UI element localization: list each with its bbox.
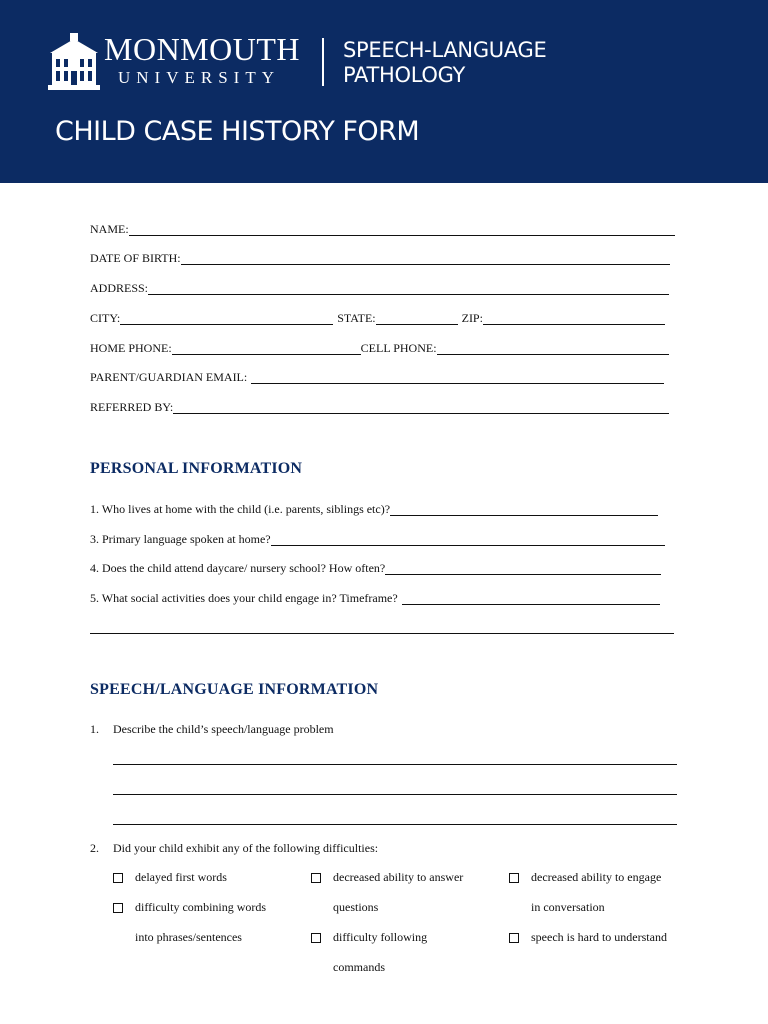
dob-field[interactable] xyxy=(90,251,670,265)
speech-q1-number: 1. xyxy=(90,722,99,736)
cell-phone-label: CELL PHONE: xyxy=(360,341,437,355)
university-building-icon xyxy=(46,33,102,91)
option-answer-questions-1: decreased ability to answer xyxy=(333,870,464,884)
personal-q1-line[interactable] xyxy=(390,504,658,516)
city-state-zip-field[interactable] xyxy=(90,311,665,325)
checkbox-hard-to-understand[interactable] xyxy=(509,933,519,943)
email-line[interactable] xyxy=(251,372,664,384)
speech-q1-line-3[interactable] xyxy=(113,824,677,825)
checkbox-delayed-words[interactable] xyxy=(113,873,123,883)
email-label: PARENT/GUARDIAN EMAIL: xyxy=(90,370,248,384)
checkbox-following-commands[interactable] xyxy=(311,933,321,943)
city-label: CITY: xyxy=(90,311,121,325)
speech-q2-text: Did your child exhibit any of the following difficulties: xyxy=(113,841,379,855)
state-line[interactable] xyxy=(376,313,458,325)
form-title: CHILD CASE HISTORY FORM xyxy=(55,116,420,147)
option-hard-to-understand: speech is hard to understand xyxy=(531,930,667,944)
address-label: ADDRESS: xyxy=(90,281,149,295)
speech-q1-line-2[interactable] xyxy=(113,794,677,795)
personal-q4-label: 4. Does the child attend daycare/ nursery school? How often? xyxy=(90,561,386,575)
checkbox-combining-words[interactable] xyxy=(113,903,123,913)
email-field[interactable] xyxy=(90,370,664,384)
speech-q1-text: Describe the child’s speech/language problem xyxy=(113,722,334,736)
header-divider xyxy=(322,38,324,86)
option-delayed-words: delayed first words xyxy=(135,870,227,884)
personal-q3-label: 3. Primary language spoken at home? xyxy=(90,532,271,546)
speech-info-title: SPEECH/LANGUAGE INFORMATION xyxy=(90,681,379,698)
university-name: MONMOUTH xyxy=(104,31,300,67)
dob-label: DATE OF BIRTH: xyxy=(90,251,181,265)
checkbox-engage-conversation[interactable] xyxy=(509,873,519,883)
personal-q3[interactable] xyxy=(90,532,665,546)
personal-q5-label: 5. What social activities does your child engage in? Timeframe? xyxy=(90,591,398,605)
option-following-commands-1: difficulty following xyxy=(333,930,428,944)
dob-line[interactable] xyxy=(181,253,670,265)
department-name xyxy=(343,38,547,88)
header-banner xyxy=(0,0,768,183)
personal-extra-line[interactable] xyxy=(90,633,674,634)
personal-q5-line[interactable] xyxy=(402,593,660,605)
option-answer-questions-2: questions xyxy=(333,900,379,914)
address-field[interactable] xyxy=(90,281,669,295)
zip-line[interactable] xyxy=(483,313,665,325)
option-engage-conversation-2: in conversation xyxy=(531,900,605,914)
speech-q1-line-1[interactable] xyxy=(113,764,677,765)
city-line[interactable] xyxy=(120,313,333,325)
referred-by-line[interactable] xyxy=(173,402,669,414)
cell-phone-line[interactable] xyxy=(437,343,669,355)
option-combining-words-2: into phrases/sentences xyxy=(135,930,242,944)
state-label: STATE: xyxy=(337,311,376,325)
referred-by-label: REFERRED BY: xyxy=(90,400,174,414)
personal-q1[interactable] xyxy=(90,502,658,516)
option-engage-conversation-1: decreased ability to engage xyxy=(531,870,662,884)
checkbox-answer-questions[interactable] xyxy=(311,873,321,883)
name-field[interactable] xyxy=(90,222,675,236)
phone-field[interactable] xyxy=(90,341,669,355)
name-label: NAME: xyxy=(90,222,129,236)
personal-q1-label: 1. Who lives at home with the child (i.e. parents, siblings etc)? xyxy=(90,502,391,516)
referred-by-field[interactable] xyxy=(90,400,669,414)
personal-info-title: PERSONAL INFORMATION xyxy=(90,460,303,477)
zip-label: ZIP: xyxy=(461,311,483,325)
personal-q4[interactable] xyxy=(90,561,661,575)
university-subtitle: UNIVERSITY xyxy=(118,68,280,87)
home-phone-label: HOME PHONE: xyxy=(90,341,172,355)
option-combining-words-1: difficulty combining words xyxy=(135,900,267,914)
speech-q2-number: 2. xyxy=(90,841,99,855)
department-line-2: PATHOLOGY xyxy=(343,63,466,87)
option-following-commands-2: commands xyxy=(333,960,385,974)
name-line[interactable] xyxy=(129,224,675,236)
home-phone-line[interactable] xyxy=(172,343,361,355)
personal-q5[interactable] xyxy=(90,591,660,605)
personal-q3-line[interactable] xyxy=(271,534,665,546)
address-line[interactable] xyxy=(148,283,669,295)
personal-q4-line[interactable] xyxy=(385,563,661,575)
department-line-1: SPEECH-LANGUAGE xyxy=(343,38,547,62)
